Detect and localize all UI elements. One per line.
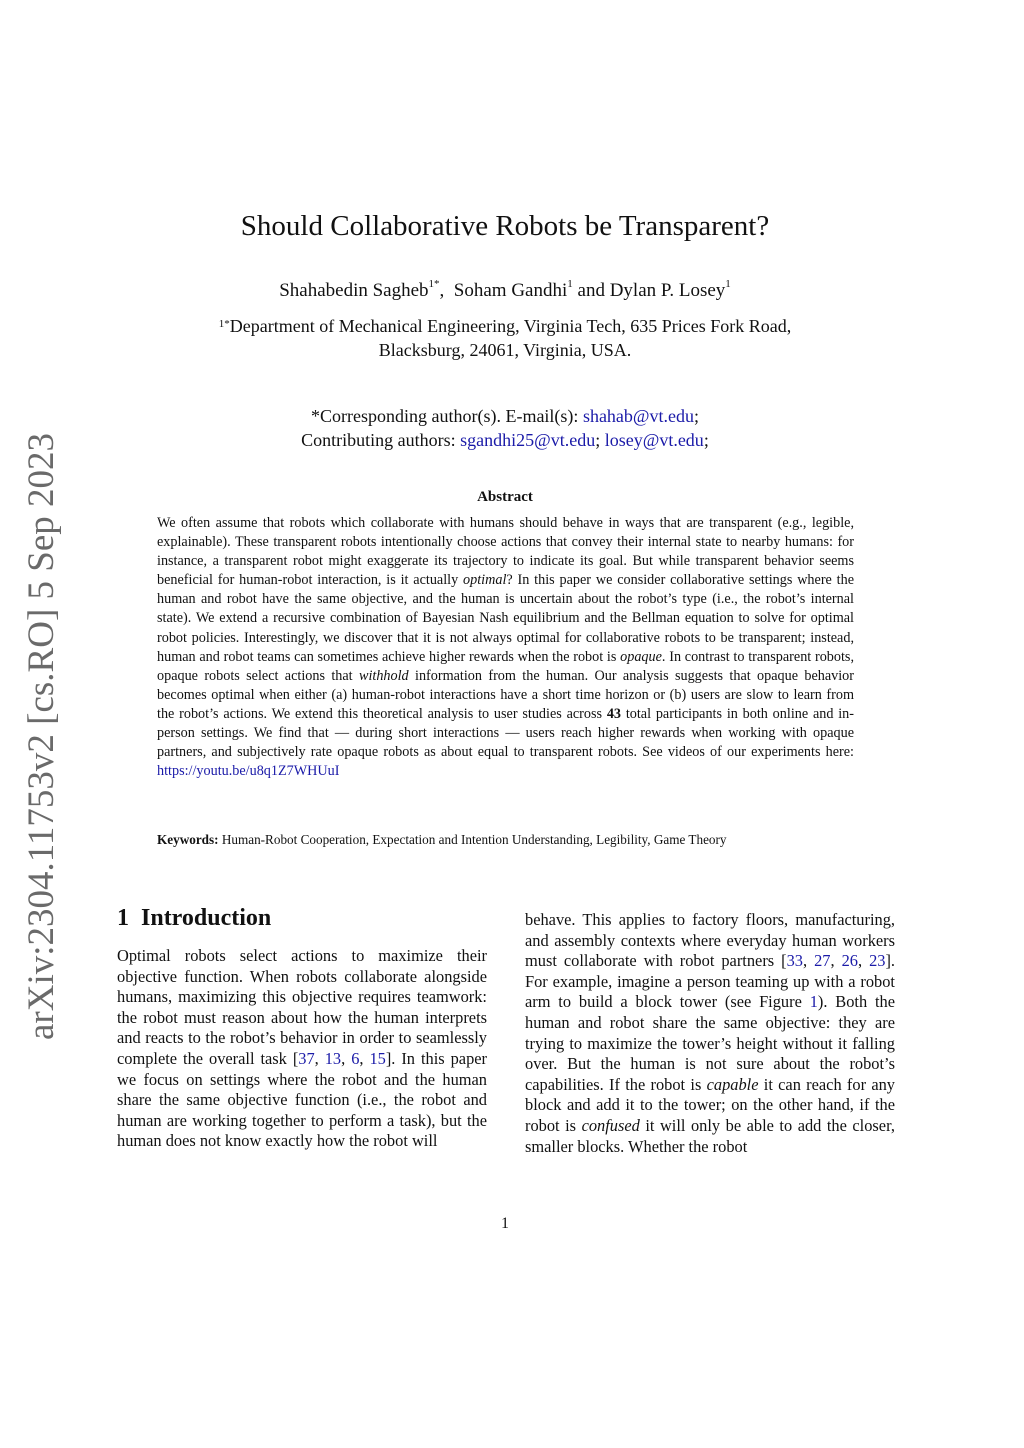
abstract-text: information from the human. Our analysis suggests that opaque behavior becomes optimal when either (a) human-robot interactions have a short time horizon or (b) users are slow to learn from the robot’s actions. We extend this theoretical analysis to user studies across xyxy=(157,667,854,722)
intro-text: Optimal robots select actions to maximize their objective function. When robots collaborate alongside humans, maximizing this objective requires teamwork: the robot must reason about how the human interprets and reacts to the robot’s behavior in order to seamlessly complete the overall task [ xyxy=(117,946,487,1068)
contributing-email-link-1[interactable]: sgandhi25@vt.edu xyxy=(460,430,596,450)
keywords-text: Human-Robot Cooperation, Expectation and Intention Understanding, Legibility, Game Theory xyxy=(218,832,727,847)
citation-link[interactable]: 37 xyxy=(298,1048,315,1068)
contributing-suffix: ; xyxy=(703,430,709,450)
abstract-text: ? In this paper we consider collaborative settings where the human and robot have the same objective, and the human is uncertain about the robot’s type (i.e., the robot’s internal state). We extend a recursive combination of Bayesian Nash equilibrium and the Bellman equation to solve for optimal robot policies. Interestingly, we discover that it is not always optimal for collaborative robots to be transparent; instead, human and robot teams can sometimes achieve higher rewards when the robot is xyxy=(157,572,855,665)
author-name: Shahabedin Sagheb xyxy=(279,280,429,301)
affiliation xyxy=(0,314,1010,362)
abstract-text: We often assume that robots which collaborate with humans should behave in ways that are transparent (e.g., legible, explainable). These transparent robots intentionally choose actions that convey their internal state to nearby humans: for instance, a transparent robot might exaggerate its trajectory to indicate its goal. But while transparent behavior seems beneficial for human-robot interaction, is it actually xyxy=(157,515,854,589)
intro-text: ). Both the human and robot share the same objective: they are trying to maximize the tower’s height without it falling over. But the human is not sure about the robot’s capabilities. If the robot is xyxy=(525,992,895,1094)
affiliation-line-1: Department of Mechanical Engineering, Virginia Tech, 635 Prices Fork Road, xyxy=(229,316,792,336)
citation-link[interactable]: 6 xyxy=(351,1048,360,1068)
abstract-emphasis: optimal xyxy=(463,572,507,589)
citation-link[interactable]: 26 xyxy=(841,951,858,971)
citation-link[interactable]: 33 xyxy=(786,951,803,971)
abstract-body xyxy=(157,514,854,781)
paper-title: Should Collaborative Robots be Transparent? xyxy=(240,210,770,242)
intro-text: ]. In this paper we focus on settings where the robot and the human share the same objective function (i.e., the robot and human are working together to perform a task), but the human does not know exactly how the robot will xyxy=(117,1048,487,1151)
page-number: 1 xyxy=(501,1215,509,1232)
abstract-bold-number: 43 xyxy=(606,705,622,722)
citation-link[interactable]: 13 xyxy=(324,1048,342,1068)
intro-text: it can reach for any block and add it to the tower; on the other hand, if the robot is xyxy=(525,1074,895,1135)
video-link[interactable]: https://youtu.be/u8q1Z7WHUuI xyxy=(157,763,340,780)
abstract-emphasis: withhold xyxy=(358,667,409,684)
abstract-text: total participants in both online and in-person settings. We find that — during short interactions — users reach higher rewards when working with opaque partners, and subjectively rate opaque robots as about equal to transparent robots. See videos of our experiments here: xyxy=(157,705,854,761)
intro-column-left: Optimal robots select actions to maximize their objective function. When robots collaborate alongside humans, maximizing this objective requires teamwork: the robot must reason about how the human interprets and reacts to the robot’s behavior in order to seamlessly complete the overall task [37, 13, 6, 15]. In this paper we focus on settings where the robot and the human share the same objective function (i.e., the robot and human are working together to perform a task), but the human does not know exactly how the robot will xyxy=(117,946,487,1151)
author-separator: , xyxy=(439,280,454,301)
citation-link[interactable]: 15 xyxy=(369,1048,386,1068)
author-affiliation-mark: 1 xyxy=(725,278,731,290)
abstract-emphasis: opaque xyxy=(620,648,662,665)
author-affiliation-mark: 1 xyxy=(567,278,573,290)
intro-emphasis: capable xyxy=(706,1074,759,1094)
author-list xyxy=(0,280,1010,302)
citation-link[interactable]: 23 xyxy=(869,951,886,971)
abstract-heading: Abstract xyxy=(477,489,533,505)
contributing-label: Contributing authors: xyxy=(301,430,461,450)
arxiv-identifier: arXiv:2304.11753v2 [cs.RO] 5 Sep 2023 xyxy=(21,432,62,1040)
author-name: Soham Gandhi xyxy=(453,280,568,301)
section-title: Introduction xyxy=(141,905,272,931)
correspondence xyxy=(0,404,1010,452)
keywords xyxy=(157,832,854,848)
keywords-label: Keywords: xyxy=(157,832,219,847)
corresponding-suffix: ; xyxy=(694,406,700,426)
corresponding-label: *Corresponding author(s). E-mail(s): xyxy=(310,406,583,426)
intro-column-right: behave. This applies to factory floors, manufacturing, and assembly contexts where everyday human workers must collaborate with robot partners [33, 27, 26, 23]. For example, imagine a person teaming up with a robot arm to build a block tower (see Figure 1). Both the human and robot share the same objective: they are trying to maximize the tower’s height without it falling over. But the human is not sure about the robot’s capabilities. If the robot is capable it can reach for any block and add it to the tower; on the other hand, if the robot is confused it will only be able to add the closer, smaller blocks. Whether the robot xyxy=(525,910,896,1156)
intro-text: behave. This applies to factory floors, manufacturing, and assembly contexts where everyday human workers must collaborate with robot partners [ xyxy=(525,910,895,971)
author-affiliation-mark: 1* xyxy=(428,278,440,290)
contributing-email-link-2[interactable]: losey@vt.edu xyxy=(604,430,704,450)
citation-link[interactable]: 27 xyxy=(814,951,831,971)
affiliation-mark: 1* xyxy=(218,318,230,330)
abstract-text: . In contrast to transparent robots, opaque robots select actions that xyxy=(157,648,854,684)
author-name: Dylan P. Losey xyxy=(609,280,726,301)
corresponding-email-link[interactable]: shahab@vt.edu xyxy=(582,406,694,426)
intro-emphasis: confused xyxy=(581,1115,640,1135)
section-number: 1 xyxy=(117,905,129,931)
intro-text: it will only be able to add the closer, smaller blocks. Whether the robot xyxy=(525,1115,895,1156)
intro-text: ]. For example, imagine a person teaming up with a robot arm to build a block tower (see Figure xyxy=(525,951,896,1012)
section-heading xyxy=(117,905,271,932)
contributing-separator: ; xyxy=(595,430,605,450)
affiliation-line-2: Blacksburg, 24061, Virginia, USA. xyxy=(378,340,632,360)
author-separator: and xyxy=(572,280,610,301)
figure-reference-link[interactable]: 1 xyxy=(809,992,818,1012)
